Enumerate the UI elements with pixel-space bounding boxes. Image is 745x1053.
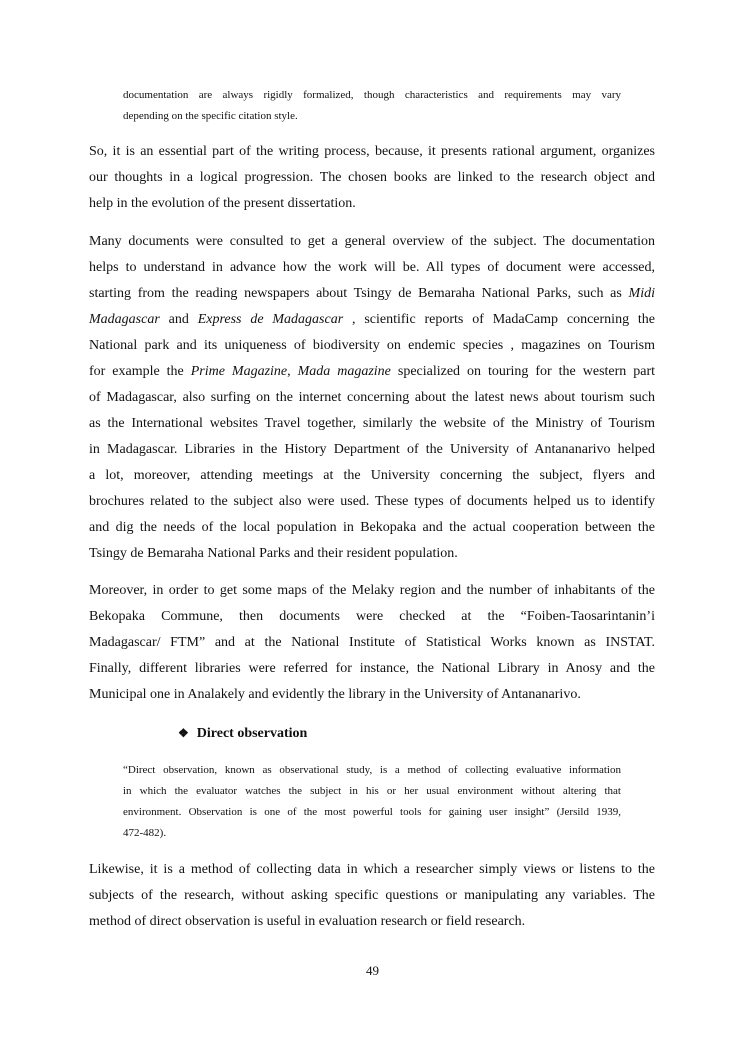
newspaper-title: Madagascar [89,312,160,327]
paragraph-line: help in the evolution of the present dissertation. [89,196,356,211]
magazine-title: Mada magazine [297,364,391,379]
paragraph-line: Tsingy de Bemaraha National Parks and their resident population. [89,546,458,561]
paragraph-line: National park and its uniqueness of biodiversity on endemic species , magazines on Tourism [89,338,655,353]
paragraph-line: Finally, different libraries were referred for instance, the National Library in Anosy and the [89,661,655,676]
section-heading-text: Direct observation [196,726,308,741]
paragraph-line: helps to understand in advance how the work will be. All types of document were accessed, [89,260,655,275]
paragraph-line: and dig the needs of the local population in Bekopaka and the actual cooperation between the [89,520,655,535]
paragraph-line: method of direct observation is useful in evaluation research or field research. [89,914,526,929]
paragraph-line: Many documents were consulted to get a general overview of the subject. The documentation [89,234,655,249]
quote-line: in which the evaluator watches the subject in his or her usual environment without altering that [123,785,621,797]
diamond-bullet-icon: ❖ [178,726,189,740]
magazine-title: Prime Magazine [190,364,288,379]
paragraph-maps [89,578,655,708]
newspaper-title: Midi [628,286,655,301]
paragraph-likewise [89,857,655,935]
paragraph-line: a lot, moreover, attending meetings at the University concerning the subject, flyers and [89,468,655,483]
block-quote-top [123,85,621,127]
paragraph-line: Bekopaka Commune, then documents were checked at the “Foiben-Taosarintanin’i [89,609,655,624]
paragraph-line: subjects of the research, without asking specific questions or manipulating any variables. The [89,888,655,903]
paragraph-line: in Madagascar. Libraries in the History Department of the University of Antananarivo helped [89,442,655,457]
paragraph-line: Likewise, it is a method of collecting data in which a researcher simply views or listens to the [89,862,655,877]
newspaper-title: Express de Madagascar [197,312,344,327]
block-quote-direct-observation [123,760,621,844]
paragraph-line: starting from the reading newspapers about Tsingy de Bemaraha National Parks, such as Midi [89,286,655,301]
paragraph-line: brochures related to the subject also were used. These types of documents helped us to identify [89,494,655,509]
paragraph-line: Madagascar and Express de Madagascar , scientific reports of MadaCamp concerning the [89,312,656,327]
section-heading-direct-observation [178,724,307,743]
quote-line: “Direct observation, known as observational study, is a method of collecting evaluative information [123,764,621,776]
paragraph-line: for example the Prime Magazine, Mada magazine specialized on touring for the western part [89,364,656,379]
quote-line: environment. Observation is one of the most powerful tools for gaining user insight” (Jersild 1939, [123,806,621,818]
page-number: 49 [366,963,379,978]
quote-line: 472-482). [123,827,167,839]
paragraph-line: as the International websites Travel together, similarly the website of the Ministry of Tourism [89,416,655,431]
paragraph-line: our thoughts in a logical progression. The chosen books are linked to the research object and [89,170,655,185]
paragraph-line: Madagascar/ FTM” and at the National Institute of Statistical Works known as INSTAT. [89,635,655,650]
quote-top-line: documentation are always rigidly formalized, though characteristics and requirements may vary [123,89,621,101]
paragraph-line: Municipal one in Analakely and evidently the library in the University of Antananarivo. [89,687,581,702]
paragraph-line: of Madagascar, also surfing on the internet concerning about the latest news about tourism such [89,390,655,405]
paragraph-line: So, it is an essential part of the writing process, because, it presents rational argument, organizes [89,144,655,159]
paragraph-writing-process [89,139,655,217]
paragraph-line: Moreover, in order to get some maps of the Melaky region and the number of inhabitants of the [89,583,655,598]
quote-top-line: depending on the specific citation style. [123,110,298,122]
paragraph-documents [89,229,655,567]
